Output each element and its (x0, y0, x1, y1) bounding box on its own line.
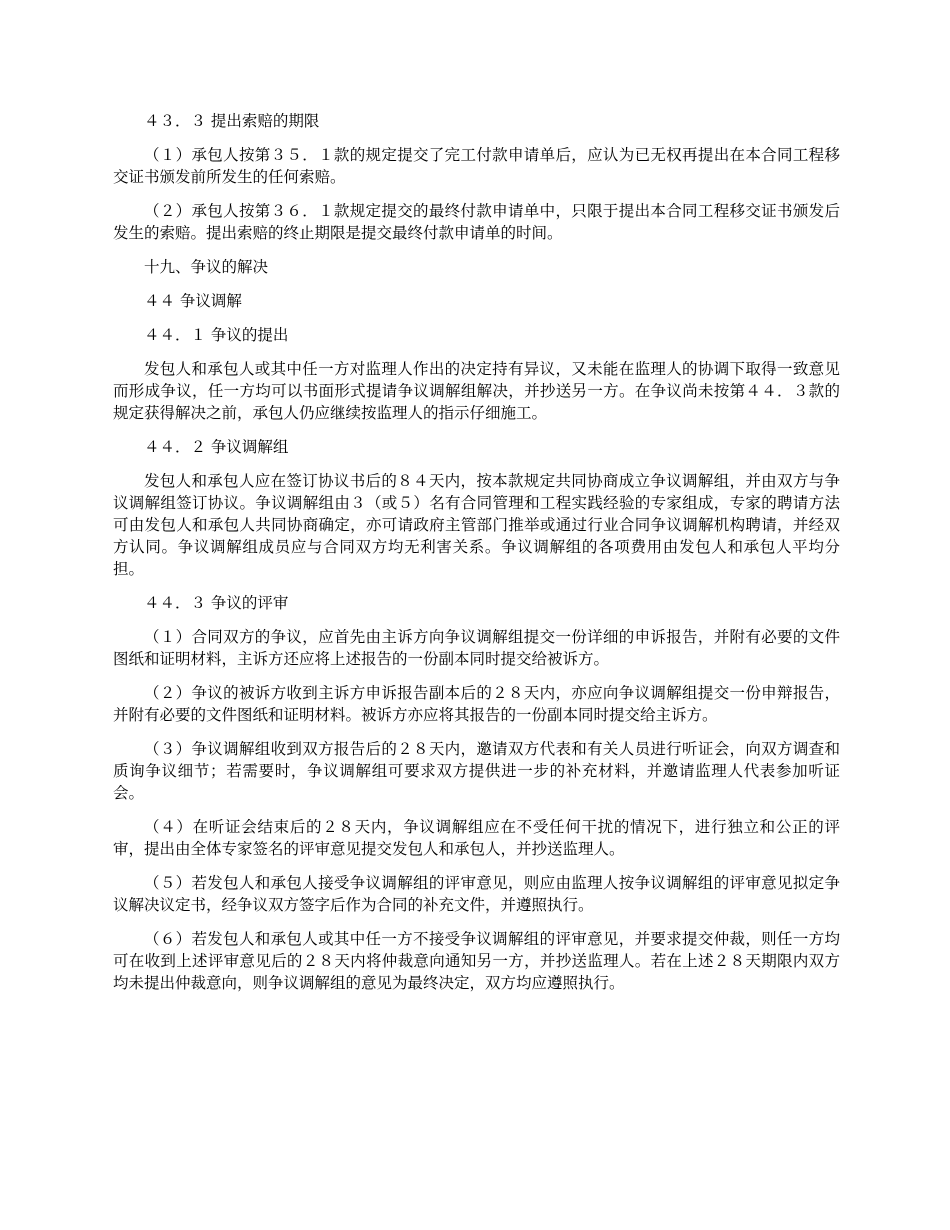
section-heading-44: ４４ 争议调解 (144, 292, 242, 310)
chapter-heading-19: 十九、争议的解决 (144, 258, 269, 276)
section-heading-44-3: ４４．３ 争议的评审 (144, 594, 289, 612)
paragraph-44-3-6: （６）若发包人和承包人或其中任一方不接受争议调解组的评审意见，并要求提交仲裁，则任一方均可在收到上述评审意见后的２８天内将仲裁意向通知另一方，并抄送监理人。若在上述２８天期限内双方均未提出仲裁意向，则争议调解组的意见为最终决定，双方均应遵照执行。 (113, 930, 840, 992)
section-heading-44-1: ４４．１ 争议的提出 (144, 326, 289, 344)
paragraph-44-3-4: （４）在听证会结束后的２８天内，争议调解组应在不受任何干扰的情况下，进行独立和公正的评审，提出由全体专家签名的评审意见提交发包人和承包人，并抄送监理人。 (113, 818, 840, 858)
paragraph-44-3-1: （１）合同双方的争议，应首先由主诉方向争议调解组提交一份详细的申诉报告，并附有必要的文件图纸和证明材料，主诉方还应将上述报告的一份副本同时提交给被诉方。 (113, 628, 840, 668)
paragraph-44-1: 发包人和承包人或其中任一方对监理人作出的决定持有异议，又未能在监理人的协调下取得一致意见而形成争议，任一方均可以书面形式提请争议调解组解决，并抄送另一方。在争议尚未按第４４．３款的规定获得解决之前，承包人仍应继续按监理人的指示仔细施工。 (113, 360, 840, 422)
paragraph-44-3-3: （３）争议调解组收到双方报告后的２８天内，邀请双方代表和有关人员进行听证会，向双方调查和质询争议细节；若需要时，争议调解组可要求双方提供进一步的补充材料，并邀请监理人代表参加听证会。 (113, 740, 840, 802)
section-heading-43-3: ４３．３ 提出索赔的期限 (144, 112, 320, 130)
paragraph-44-3-2: （２）争议的被诉方收到主诉方申诉报告副本后的２８天内，亦应向争议调解组提交一份申辩报告，并附有必要的文件图纸和证明材料。被诉方亦应将其报告的一份副本同时提交给主诉方。 (113, 684, 840, 724)
paragraph-44-2: 发包人和承包人应在签订协议书后的８４天内，按本款规定共同协商成立争议调解组，并由双方与争议调解组签订协议。争议调解组由３（或５）名有合同管理和工程实践经验的专家组成，专家的聘请方法可由发包人和承包人共同协商确定，亦可请政府主管部门推举或通过行业合同争议调解机构聘请，并经双方认同。争议调解组成员应与合同双方均无利害关系。争议调解组的各项费用由发包人和承包人平均分担。 (113, 472, 840, 578)
section-heading-44-2: ４４．２ 争议调解组 (144, 438, 289, 456)
paragraph-43-3-2: （２）承包人按第３６．１款规定提交的最终付款申请单中，只限于提出本合同工程移交证书颁发后发生的索赔。提出索赔的终止期限是提交最终付款申请单的时间。 (113, 202, 840, 242)
document-page (113, 110, 840, 1006)
paragraph-44-3-5: （５）若发包人和承包人接受争议调解组的评审意见，则应由监理人按争议调解组的评审意见拟定争议解决议定书，经争议双方签字后作为合同的补充文件，并遵照执行。 (113, 874, 840, 914)
paragraph-43-3-1: （１）承包人按第３５．１款的规定提交了完工付款申请单后，应认为已无权再提出在本合同工程移交证书颁发前所发生的任何索赔。 (113, 146, 840, 186)
